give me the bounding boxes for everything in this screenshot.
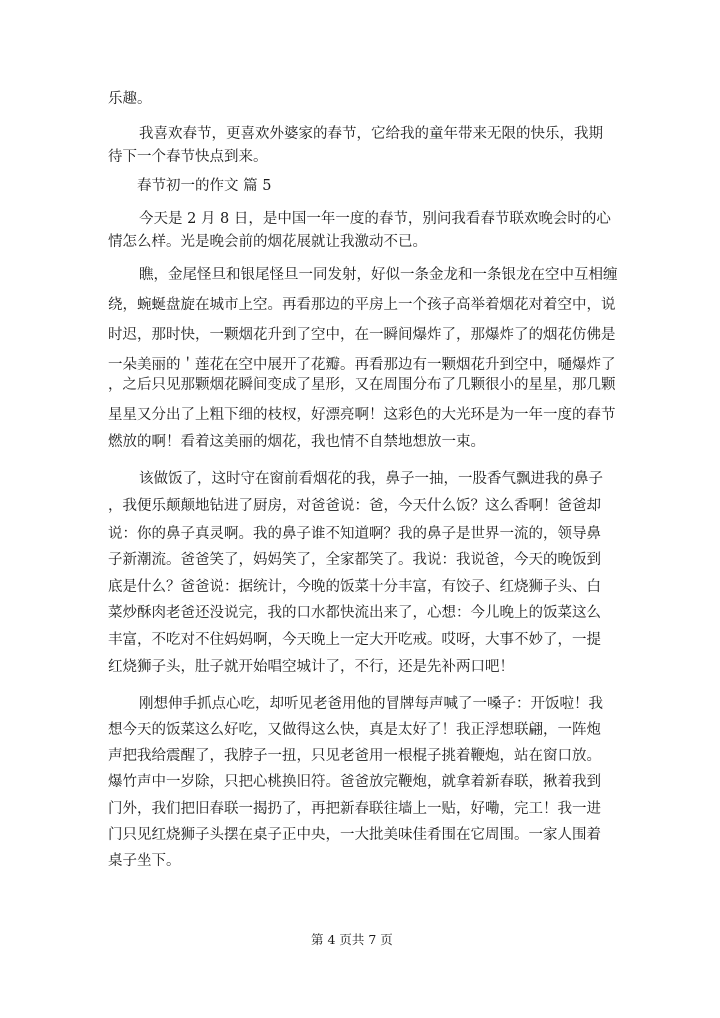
text-line: 我喜欢春节，更喜欢外婆家的春节，它给我的童年带来无限的快乐，我期 <box>139 126 603 142</box>
text-line: 底是什么？爸爸说：据统计，今晚的饭菜十分丰富，有饺子、红烧狮子头、白 <box>108 579 601 595</box>
text-line: 情怎么样。光是晚会前的烟花展就让我激动不已。 <box>108 234 427 250</box>
text-line: 菜炒酥肉老爸还没说完，我的口水都快流出来了，心想：今儿晚上的饭菜这么 <box>108 605 601 621</box>
text-line: 声把我给震醒了，我脖子一扭，只见老爸用一根棍子挑着鞭炮，站在窗口放。 <box>108 748 601 764</box>
text-line: 瞧，金尾怪旦和银尾怪旦一同发射，好似一条金龙和一条银龙在空中互相缠 <box>139 267 618 283</box>
text-line: 想今天的饭菜这么好吃，又做得这么快，真是太好了！我正浮想联翩，一阵炮 <box>108 722 601 738</box>
page-number-footer: 第 4 页共 7 页 <box>311 932 393 947</box>
text-line: 待下一个春节快点到来。 <box>108 149 268 165</box>
text-line: 桌子坐下。 <box>108 853 181 869</box>
text-line: 时迟，那时快，一颗烟花升到了空中，在一瞬间爆炸了，那爆炸了的烟花仿佛是 <box>108 327 616 343</box>
text-line: 刚想伸手抓点心吃，却听见老爸用他的冒牌每声喊了一嗓子：开饭啦！我 <box>139 696 603 712</box>
text-line: 丰富，不吃对不住妈妈啊，今天晚上一定大开吃戒。哎呀，大事不妙了，一提 <box>108 632 601 648</box>
section-heading: 春节初一的作文 篇 5 <box>137 178 272 194</box>
text-line: 说：你的鼻子真灵啊。我的鼻子谁不知道啊？我的鼻子是世界一流的，领导鼻 <box>108 526 601 542</box>
text-line: 一朵美丽的＇莲花在空中展开了花瓣。再看那边有一颗烟花升到空中，嗵爆炸了 <box>108 357 616 373</box>
text-line: 燃放的啊！看着这美丽的烟花，我也情不自禁地想放一束。 <box>108 434 485 450</box>
text-line: 爆竹声中一岁除，只把心桃换旧符。爸爸放完鞭炮，就拿着新春联，揪着我到 <box>108 774 601 790</box>
text-line: 今天是 2 月 8 日，是中国一年一度的春节，别问我看春节联欢晚会时的心 <box>139 211 611 227</box>
text-line: 该做饭了，这时守在窗前看烟花的我，鼻子一抽，一股香气飘进我的鼻子 <box>139 471 603 487</box>
text-line: 红烧狮子头，肚子就开始唱空城计了，不行，还是先补两口吧！ <box>108 659 514 675</box>
text-line: ，我便乐颠颠地钻进了厨房，对爸爸说：爸，今天什么饭？这么香啊！爸爸却 <box>108 498 601 514</box>
text-line: 乐趣。 <box>108 91 152 107</box>
text-line: 星星又分出了上粗下细的枝杈，好漂亮啊！这彩色的大光环是为一年一度的春节 <box>108 407 616 423</box>
text-line: 门只见红烧狮子头摆在桌子正中央，一大批美味佳肴围在它周围。一家人围着 <box>108 827 601 843</box>
text-line: ，之后只见那颗烟花瞬间变成了星形，又在周围分布了几颗很小的星星，那几颗 <box>108 377 616 393</box>
text-line: 门外，我们把旧春联一揭扔了，再把新春联往墙上一贴，好嘞，完工！我一进 <box>108 801 601 817</box>
text-line: 绕，蜿蜒盘旋在城市上空。再看那边的平房上一个孩子高举着烟花对着空中，说 <box>108 297 616 313</box>
text-line: 子新潮流。爸爸笑了，妈妈笑了，全家都笑了。我说：我说爸，今天的晚饭到 <box>108 552 601 568</box>
